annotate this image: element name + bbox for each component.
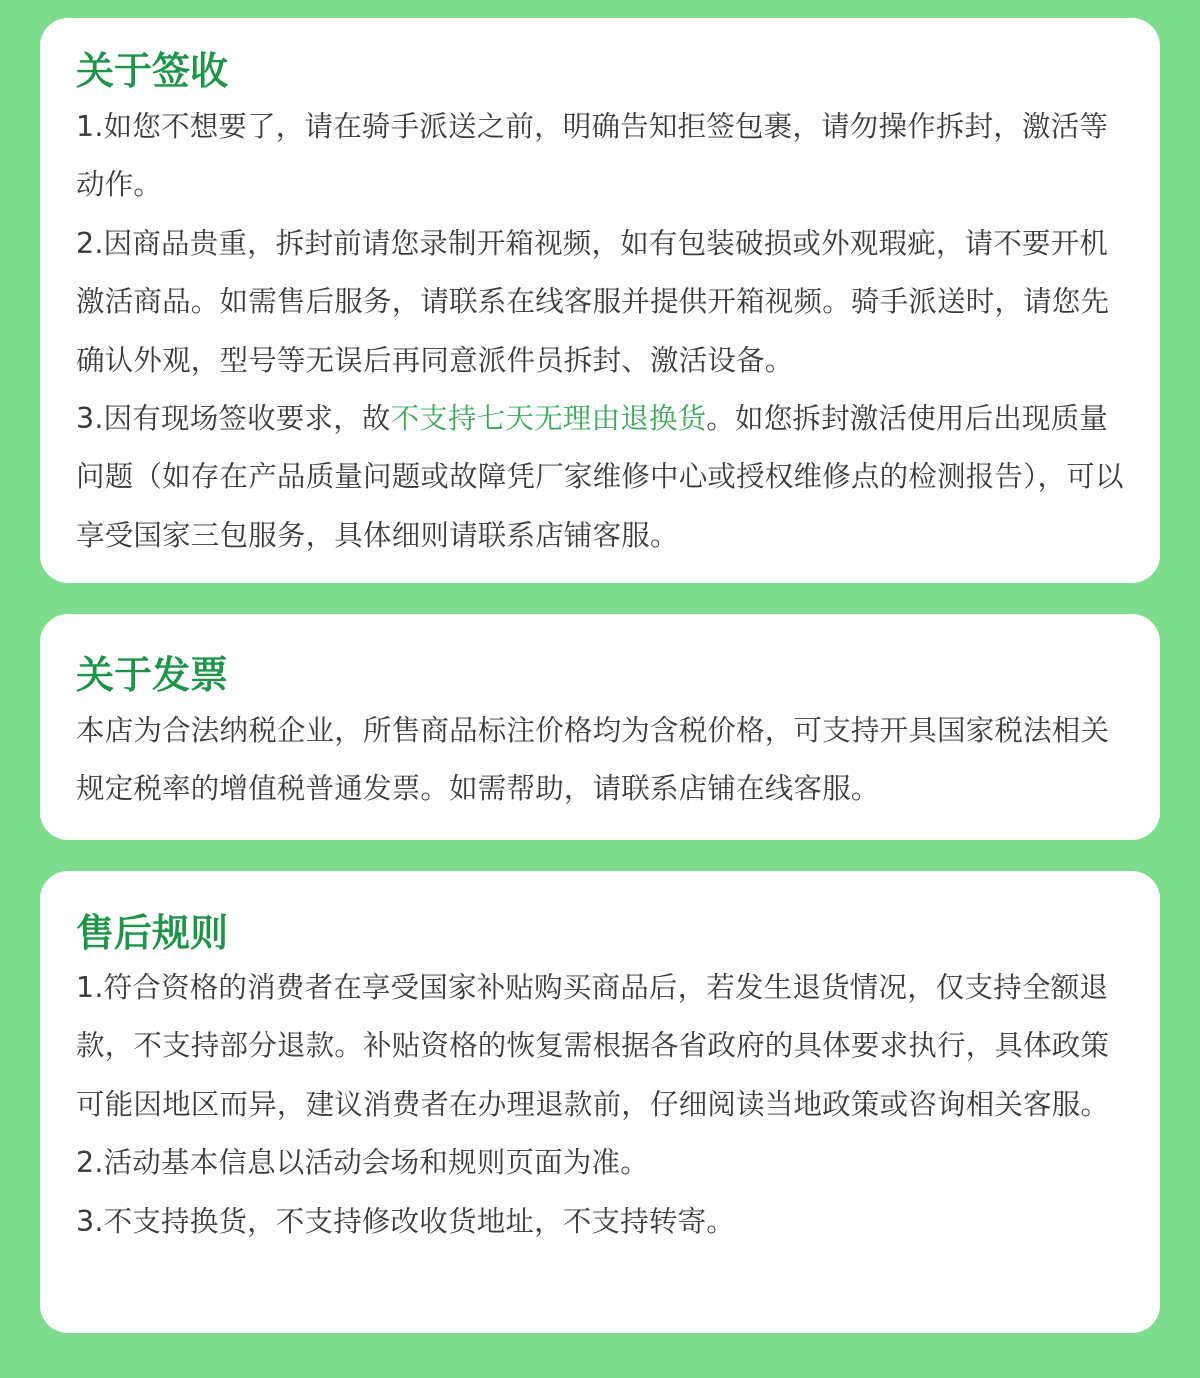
signing-paragraph-3 <box>76 390 1132 565</box>
signing-paragraph-2: 2.因商品贵重，拆封前请您录制开箱视频，如有包装破损或外观瑕疵，请不要开机激活商品。如需售后服务，请联系在线客服并提供开箱视频。骑手派送时，请您先确认外观，型号等无误后再同意派件员拆封、激活设备。 <box>76 226 1110 377</box>
invoice-paragraph: 本店为合法纳税企业，所售商品标注价格均为含税价格，可支持开具国家税法相关规定税率的增值税普通发票。如需帮助，请联系店铺在线客服。 <box>76 714 1110 806</box>
aftersales-body <box>76 959 1132 1251</box>
aftersales-paragraph-3: 3.不支持换货，不支持修改收货地址，不支持转寄。 <box>76 1204 735 1238</box>
signing-paragraph-3-rest: 。如您拆封激活使用后出现质量问题（如存在产品质量问题或故障凭厂家维修中心或授权维修点的检测报告），可以享受国家三包服务，具体细则请联系店铺客服。 <box>76 402 1124 552</box>
signing-body <box>76 98 1132 565</box>
aftersales-title: 售后规则 <box>76 911 229 955</box>
signing-paragraph-1: 1.如您不想要了，请在骑手派送之前，明确告知拒签包裹，请勿操作拆封，激活等动作。 <box>76 110 1109 202</box>
signing-title: 关于签收 <box>76 49 229 93</box>
invoice-card <box>40 614 1160 840</box>
invoice-body <box>76 702 1132 819</box>
aftersales-paragraph-1: 1.符合资格的消费者在享受国家补贴购买商品后，若发生退货情况，仅支持全额退款，不支持部分退款。补贴资格的恢复需根据各省政府的具体要求执行，具体政策可能因地区而异，建议消费者在办理退款前，仔细阅读当地政策或咨询相关客服。 <box>76 971 1110 1121</box>
aftersales-paragraph-2: 2.活动基本信息以活动会场和规则页面为准。 <box>76 1146 649 1180</box>
signing-card <box>40 18 1160 583</box>
aftersales-card <box>40 871 1160 1333</box>
signing-paragraph-3-intro: 3.因有现场签收要求，故 <box>76 402 391 436</box>
no-return-highlight: 不支持七天无理由退换货 <box>390 402 707 436</box>
invoice-title: 关于发票 <box>76 653 229 697</box>
